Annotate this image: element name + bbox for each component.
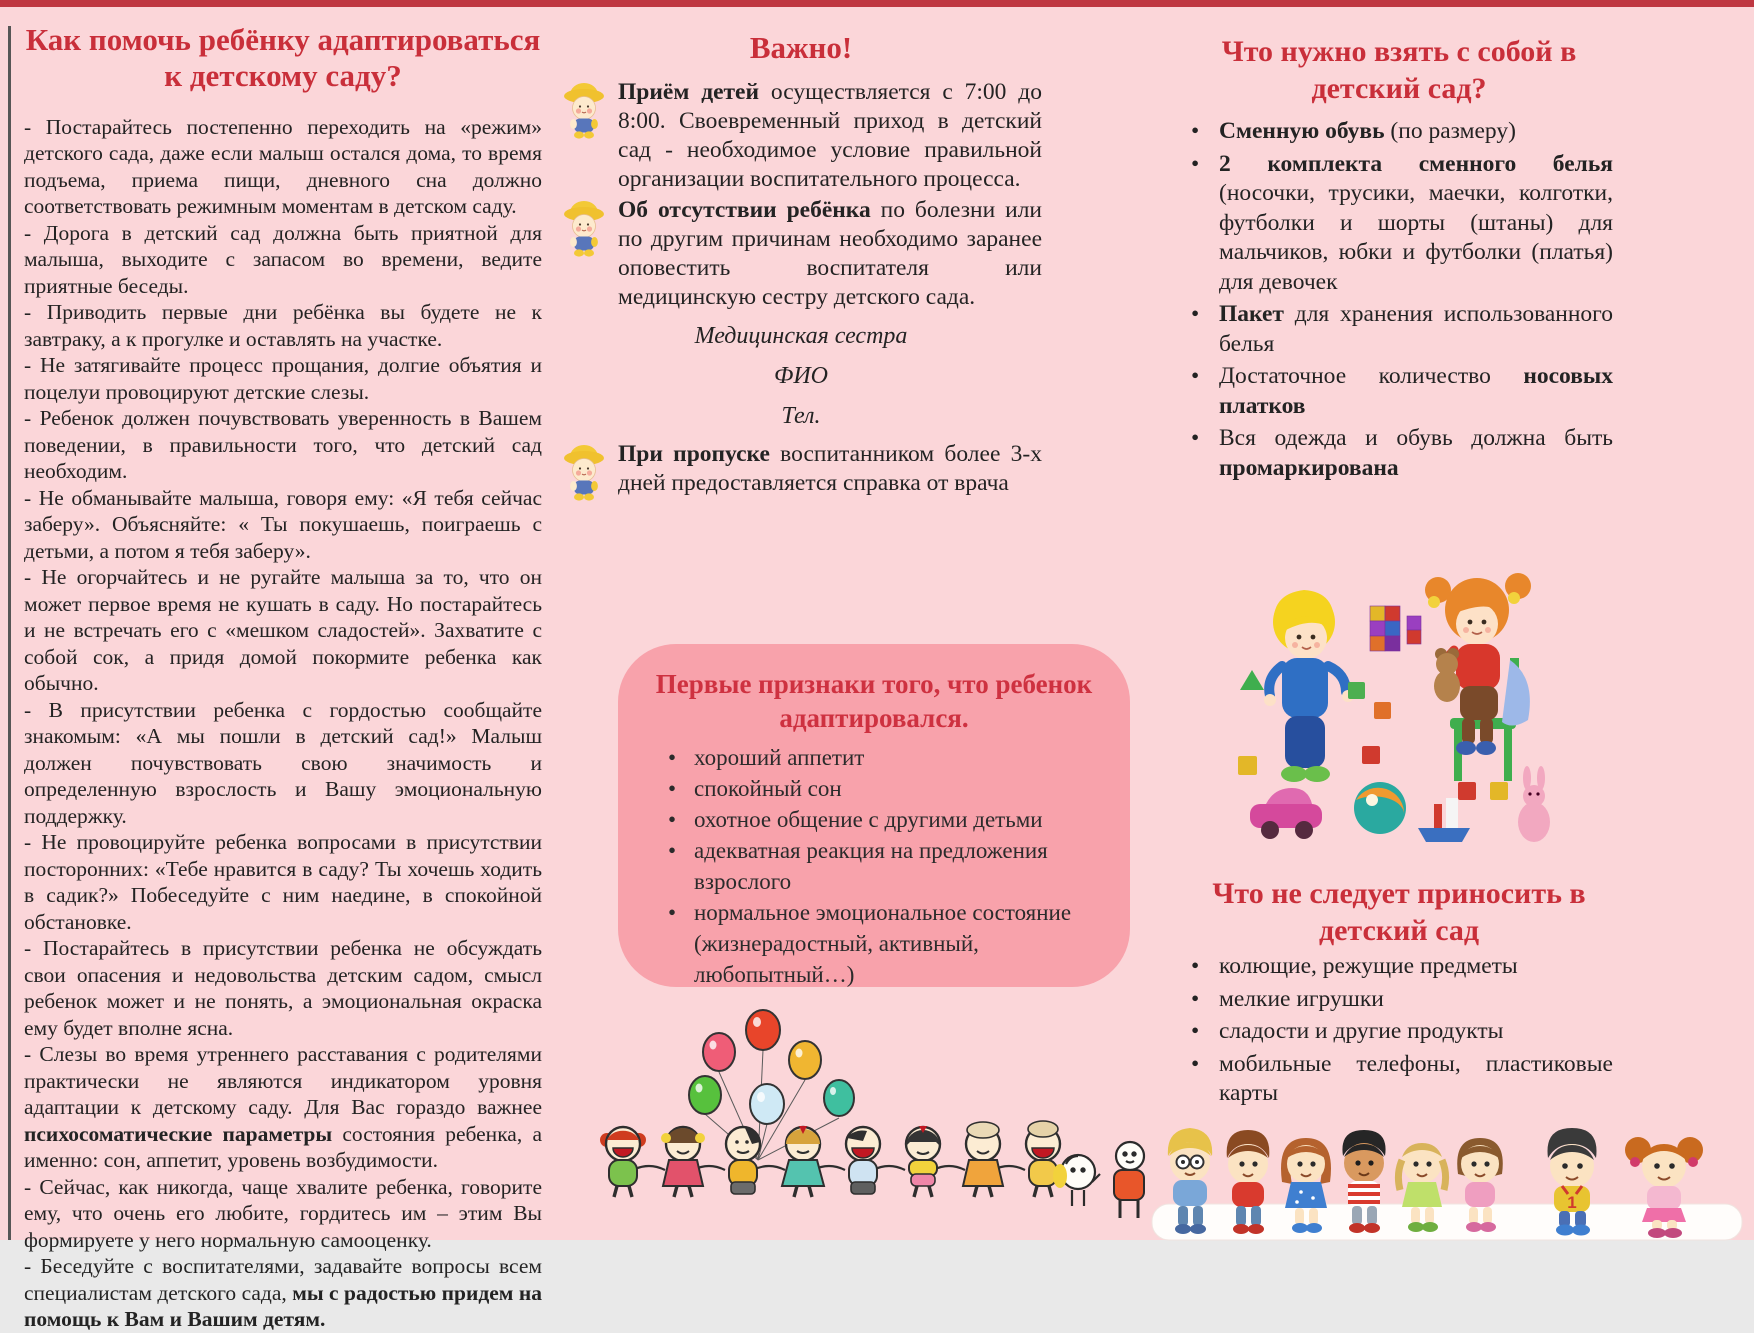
list-item: • Пакет для хранения использованного белья (1185, 300, 1613, 359)
list-item: • адекватная реакция на предложения взрослого (666, 835, 1108, 897)
left-paragraph: - Не затягивайте процесс прощания, долгие объятия и поцелуи провоцируют детские слезы. (24, 353, 542, 404)
list-item: • охотное общение с другими детьми (666, 804, 1108, 835)
bring-title: Что нужно взять с собой в детский сад? (1221, 35, 1577, 105)
forbidden-title: Что не следует приносить в детский сад (1212, 877, 1586, 947)
left-paragraph: - Приводить первые дни ребёнка вы будете не к завтраку, а к прогулке и оставлять на участке. (24, 300, 542, 351)
left-paragraph: - Не огорчайтесь и не ругайте малыша за то, что он может первое время не кушать в саду. Но постарайтесь и не встречать его с «мешком сладостей». Захватите с собой сок, а придя домой покормите ребенка как обычно. (24, 565, 542, 696)
nurse-phone-placeholder: Тел. (781, 403, 821, 429)
toddler-icon (560, 198, 608, 284)
nurse-title: Медицинская сестра (694, 323, 908, 349)
note-missed-days: При пропуске воспитанником более 3-х дней предоставляется справка от врача (560, 440, 1042, 498)
left-paragraph: - В присутствии ребенка с гордостью сообщайте знакомым: «А мы пошли в детский сад!» Малыш должен почувствовать свою значимость и определенную взрослость и Вашу эмоциональную поддержку. (24, 697, 542, 828)
note-absence: Об отсутствии ребёнка по болезни или по другим причинам необходимо заранее оповестить воспитателя или медицинскую сестру детского сада. (560, 196, 1042, 312)
list-item: • колющие, режущие предметы (1185, 952, 1613, 982)
bring-list (1185, 117, 1613, 483)
toddler-icon (560, 442, 608, 502)
list-item: • хороший аппетит (666, 742, 1108, 773)
list-item: • Вся одежда и обувь должна быть промаркирована (1185, 424, 1613, 483)
left-paragraph: - Не провоцируйте ребенка вопросами в присутствии посторонних: «Тебе нравится в саду? Ты хочешь ходить в садик?» Побеседуйте с ним наедине, в спокойной обстановке. (24, 830, 542, 934)
list-item: • 2 комплекта сменного белья (носочки, трусики, маечки, колготки, футболки и шорты (штаны) для мальчиков, юбки и футболки (платья) для девочек (1185, 150, 1613, 298)
left-paragraph: - Не обманывайте малыша, говоря ему: «Я тебя сейчас заберу». Объясняйте: « Ты покушаешь, поиграешь с детьми, а потом я тебя заберу». (24, 485, 542, 563)
important-title: Важно! (749, 30, 853, 65)
right-column (1185, 34, 1613, 486)
left-column-title: Как помочь ребёнку адаптироваться к детскому саду? (25, 22, 541, 93)
left-paragraph: - Беседуйте с воспитателями, задавайте вопросы всем специалистам детского сада, мы с радостью придем на помощь к Вам и Вашим детям. (24, 1254, 542, 1332)
jersey-number: 1 (1567, 1193, 1577, 1212)
middle-column (560, 30, 1042, 502)
list-item: • сладости и другие продукты (1185, 1017, 1613, 1047)
left-column (24, 22, 542, 1333)
left-paragraph: - Дорога в детский сад должна быть приятной для малыша, выходите с запасом во времени, ведите приятные беседы. (24, 220, 542, 298)
list-item: • мобильные телефоны, пластиковые карты (1185, 1050, 1613, 1109)
list-item: • Сменную обувь (по размеру) (1185, 117, 1613, 147)
left-paragraph: - Постарайтесь постепенно переходить на «режим» детского сада, даже если малыш остался дома, то время подъема, приема пищи, дневного сна должно соответствовать режимным моментам в детском саду. (24, 114, 542, 219)
left-paragraph: - Постарайтесь в присутствии ребенка не обсуждать свои опасения и недовольства детским садом, смысл ребенок может и не понять, а эмоциональная окраска ему будет вполне ясна. (24, 936, 542, 1040)
adaptation-signs-box (618, 644, 1130, 987)
signs-list (618, 742, 1130, 990)
list-item: • мелкие игрушки (1185, 985, 1613, 1015)
kids-playing-with-blocks-illustration (1222, 550, 1570, 858)
signs-box-title: Первые признаки того, что ребенок адаптировался. (655, 669, 1093, 733)
toddler-icon (560, 80, 608, 166)
list-item: • спокойный сон (666, 773, 1108, 804)
left-paragraph: - Ребенок должен почувствовать уверенность в Вашем поведении, в правильности того, что детский сад необходим. (24, 406, 542, 484)
left-paragraph: - Слезы во время утреннего расставания с родителями практически не являются индикатором уровня адаптации к детскому саду. Для Вас гораздо важнее психосоматические параметры состояния ребенка, а именно: сон, аппетит, уровень возбудимости. (24, 1042, 542, 1173)
note-admission: Приём детей осуществляется с 7:00 до 8:00. Своевременный приход в детский сад - необходимое условие правильной организации воспитательного процесса. (560, 78, 1042, 194)
nurse-name-placeholder: ФИО (774, 363, 828, 389)
list-item: • нормальное эмоциональное состояние (жизнерадостный, активный, любопытный…) (666, 897, 1108, 990)
list-item: • Достаточное количество носовых платков (1185, 362, 1613, 421)
children-with-balloons-illustration (595, 1002, 1100, 1202)
forbidden-list (1185, 952, 1613, 1112)
left-paragraph: - Сейчас, как никогда, чаще хвалите ребенка, говорите ему, что очень его любите, гордитесь им – этим Вы формируете у него нормальную самооценку. (24, 1174, 542, 1252)
children-sitting-on-banner-illustration (1052, 1112, 1754, 1240)
nurse-contact-block (560, 316, 1042, 436)
